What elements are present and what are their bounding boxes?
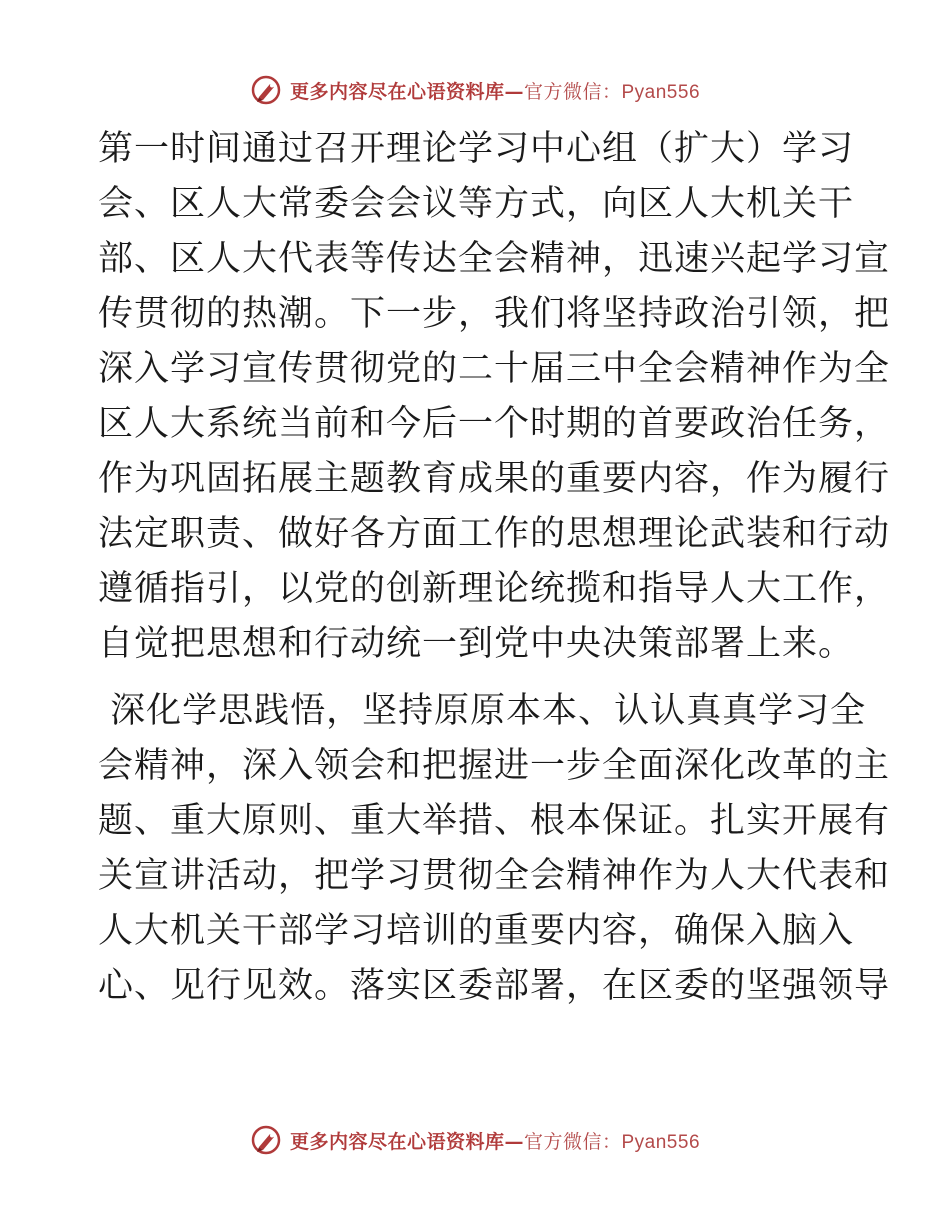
text-line: 遵循指引，以党的创新理论统揽和指导人大工作， <box>98 569 891 609</box>
text-line: 人大机关干部学习培训的重要内容，确保入脑入 <box>98 911 855 951</box>
text-line: 会精神，深入领会和把握进一步全面深化改革的主 <box>98 746 891 786</box>
text-line: 深化学思践悟，坚持原原本本、认认真真学习全 <box>98 691 867 731</box>
header-contact-text: 官方微信：Pyan556 <box>524 81 701 103</box>
header-separator: — <box>504 80 524 103</box>
text-line: 自觉把思想和行动统一到党中央决策部署上来。 <box>98 624 855 664</box>
text-line: 关宣讲活动，把学习贯彻全会精神作为人大代表和 <box>98 856 891 896</box>
footer-separator: — <box>504 1130 524 1153</box>
text-line: 作为巩固拓展主题教育成果的重要内容，作为履行 <box>98 459 891 499</box>
text-line: 心、见行见效。落实区委部署，在区委的坚强领导 <box>98 966 891 1006</box>
text-line: 区人大系统当前和今后一个时期的首要政治任务， <box>98 404 891 444</box>
header-banner <box>0 70 950 110</box>
footer-contact-text: 官方微信：Pyan556 <box>524 1131 701 1153</box>
text-line: 会、区人大常委会会议等方式，向区人大机关干 <box>98 184 855 224</box>
text-line: 深入学习宣传贯彻党的二十届三中全会精神作为全 <box>98 349 891 389</box>
document-body <box>98 122 891 1014</box>
text-line: 法定职责、做好各方面工作的思想理论武装和行动 <box>98 514 891 554</box>
pen-logo-icon <box>250 1124 282 1156</box>
paragraph-2 <box>98 684 891 1014</box>
header-banner-text <box>290 77 700 104</box>
text-line: 部、区人大代表等传达全会精神，迅速兴起学习宣 <box>98 239 891 279</box>
pen-logo-icon <box>250 74 282 106</box>
paragraph-1 <box>98 122 891 672</box>
header-brand-text: 更多内容尽在心语资料库 <box>289 80 505 103</box>
footer-banner <box>0 1120 950 1160</box>
text-line: 第一时间通过召开理论学习中心组（扩大）学习 <box>98 129 855 169</box>
text-line: 传贯彻的热潮。下一步，我们将坚持政治引领，把 <box>98 294 891 334</box>
footer-banner-text <box>290 1127 700 1154</box>
footer-brand-text: 更多内容尽在心语资料库 <box>289 1130 505 1153</box>
text-line: 题、重大原则、重大举措、根本保证。扎实开展有 <box>98 801 891 841</box>
